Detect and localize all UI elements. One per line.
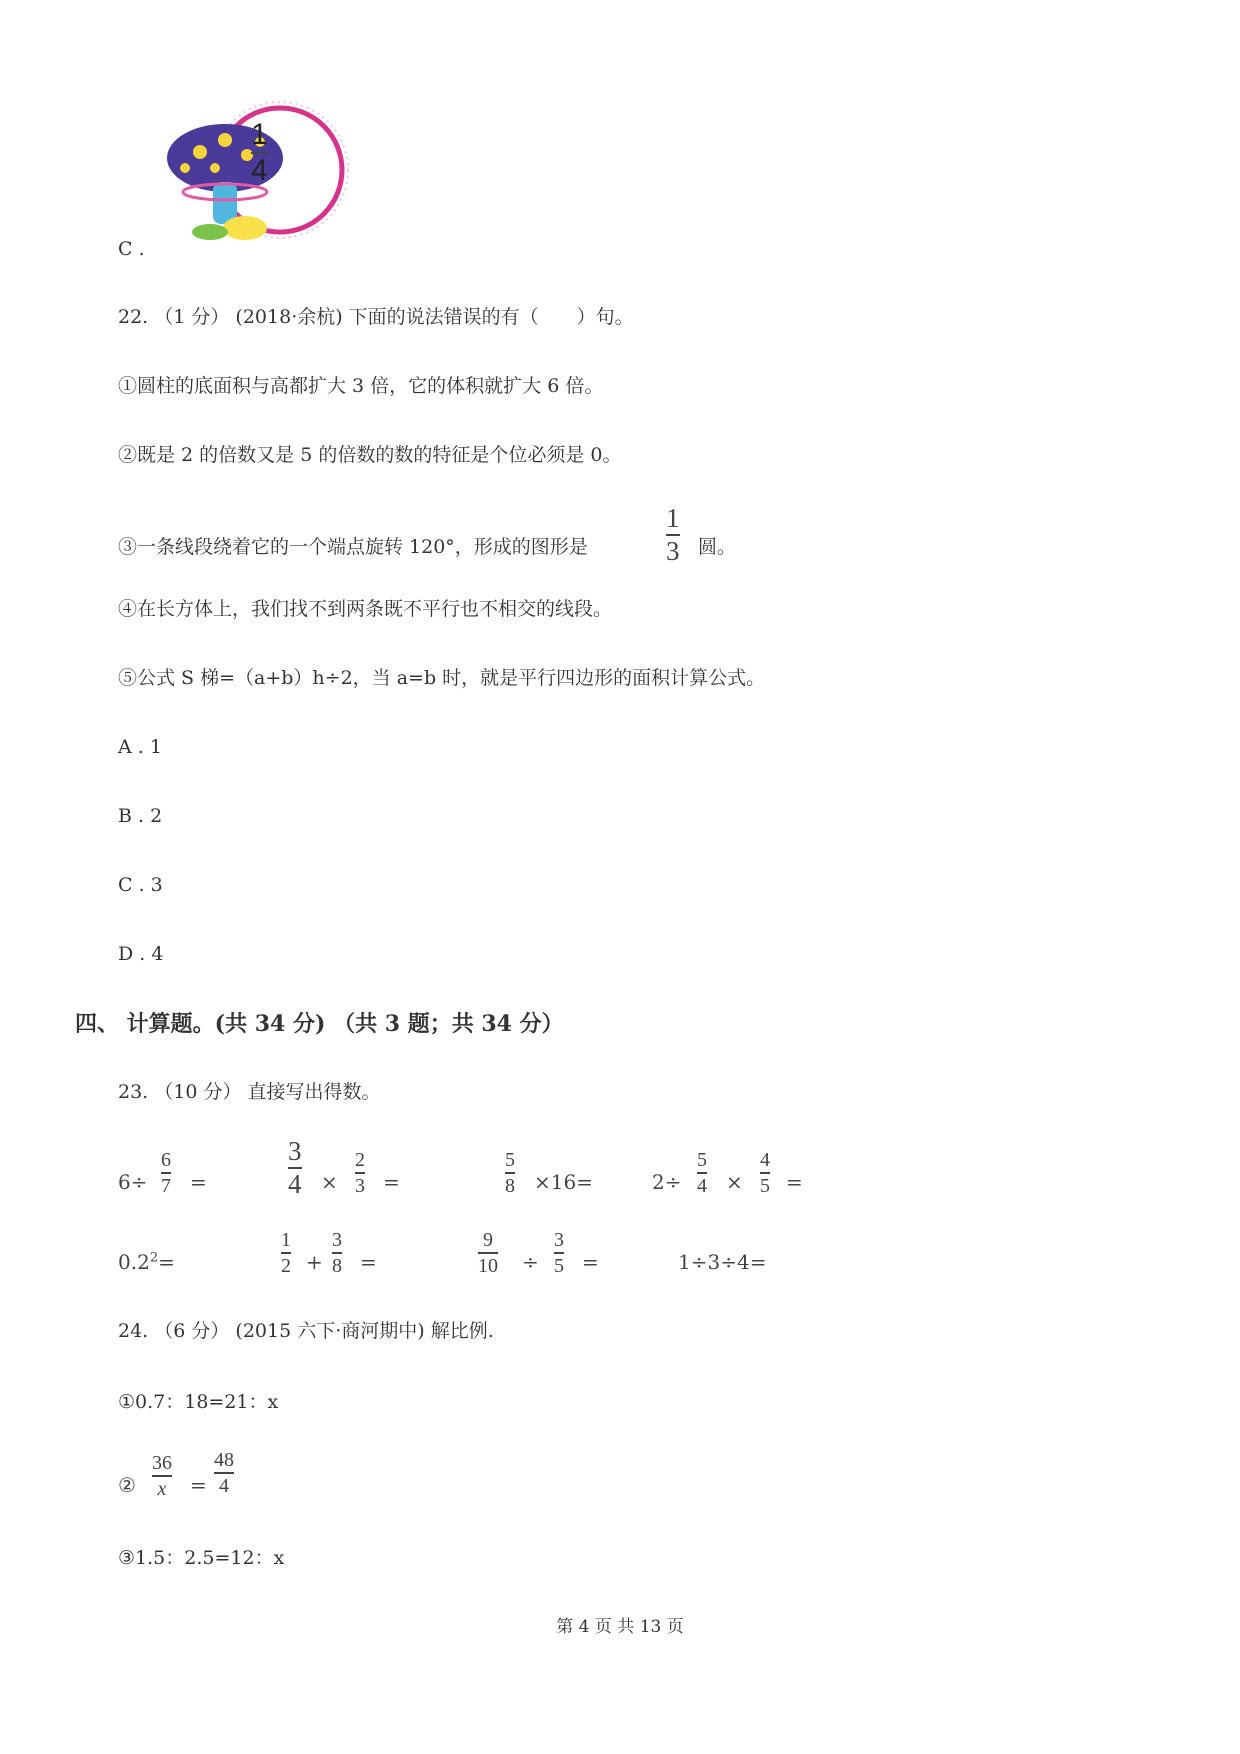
fraction-numerator: 3 (332, 1229, 342, 1251)
q23-e4-fraction-b (760, 1150, 770, 1196)
fraction-numerator: 36 (152, 1452, 172, 1474)
q24-problem-2-equals: = (190, 1473, 207, 1497)
fraction-bar (281, 1252, 291, 1254)
fraction-denominator: 4 (251, 154, 268, 187)
q23-header: 23. （10 分） 直接写出得数。 (118, 1081, 381, 1103)
q24-header: 24. （6 分） (2015 六下·商河期中) 解比例. (118, 1320, 494, 1342)
q23-e7-tail: = (582, 1250, 599, 1274)
q23-e2-fraction-b (355, 1150, 365, 1196)
q23-e1-lead: 6÷ (118, 1170, 148, 1194)
q22-statement-4: ④在长方体上，我们找不到两条既不平行也不相交的线段。 (118, 598, 613, 620)
q23-e6-tail: = (360, 1250, 377, 1274)
q22-statement-3-before: ③一条线段绕着它的一个端点旋转 120°，形成的图形是 (118, 536, 588, 558)
q23-e4-tail: = (786, 1170, 803, 1194)
q24-problem-3: ③1.5：2.5=12：x (118, 1547, 285, 1569)
q22-option-a[interactable]: A . 1 (118, 736, 162, 758)
fraction-denominator: 2 (281, 1255, 291, 1277)
q23-e4-op: × (726, 1170, 743, 1194)
q24-problem-2-fraction-b (214, 1450, 234, 1496)
fraction-denominator: 5 (760, 1175, 770, 1197)
fraction-denominator: 4 (288, 1169, 302, 1199)
mushroom-fraction (251, 120, 268, 186)
fraction-denominator: 5 (554, 1255, 564, 1277)
fraction-numerator: 2 (355, 1149, 365, 1171)
prev-option-c: C . (118, 238, 145, 260)
fraction-bar (554, 1252, 564, 1254)
fraction-bar (697, 1172, 707, 1174)
fraction-denominator: 4 (697, 1175, 707, 1197)
q23-e3-fraction (505, 1150, 515, 1196)
fraction-numerator: 48 (214, 1449, 234, 1471)
q24-problem-2-fraction-a (152, 1453, 172, 1499)
q23-e3-tail: ×16= (534, 1170, 593, 1194)
fraction-bar (214, 1472, 234, 1474)
fraction-numerator: 5 (505, 1149, 515, 1171)
fraction-denominator: 10 (478, 1255, 498, 1277)
fraction-bar (152, 1475, 172, 1477)
fraction-denominator: 8 (505, 1175, 515, 1197)
mushroom-illustration (165, 100, 365, 250)
fraction-denominator: 4 (219, 1475, 229, 1497)
q23-e2-tail: = (383, 1170, 400, 1194)
fraction-numerator: 3 (554, 1229, 564, 1251)
q23-e5 (118, 1250, 175, 1274)
q22-statement-1: ①圆柱的底面积与高都扩大 3 倍，它的体积就扩大 6 倍。 (118, 375, 604, 397)
q23-e5-tail: = (158, 1250, 175, 1274)
fraction-denominator: 7 (161, 1175, 171, 1197)
q23-e1-fraction (161, 1150, 171, 1196)
fraction-bar (760, 1172, 770, 1174)
q23-e2-fraction-a (288, 1138, 302, 1198)
q23-e5-base: 0.2 (118, 1250, 150, 1274)
fraction-bar (478, 1252, 498, 1254)
fraction-numerator: 3 (288, 1136, 302, 1166)
q23-e6-fraction-a (281, 1230, 291, 1276)
fraction-numerator: 4 (760, 1149, 770, 1171)
q24-problem-2-label: ② (118, 1473, 136, 1497)
q23-e8: 1÷3÷4= (678, 1250, 767, 1274)
fraction-numerator: 9 (483, 1229, 493, 1251)
q23-e5-exponent: 2 (149, 1250, 159, 1266)
q23-e4-fraction-a (697, 1150, 707, 1196)
page-footer: 第 4 页 共 13 页 (556, 1617, 684, 1637)
fraction-denominator: x (157, 1478, 167, 1500)
q22-statement-3-after: 圆。 (698, 536, 737, 558)
fraction-numerator: 1 (666, 503, 680, 533)
q23-e4-lead: 2÷ (652, 1170, 682, 1194)
fraction-bar (505, 1172, 515, 1174)
fraction-denominator: 8 (332, 1255, 342, 1277)
section-4-title: 四、 计算题。(共 34 分) （共 3 题；共 34 分） (75, 1011, 564, 1037)
q22-statement-2: ②既是 2 的倍数又是 5 的倍数的数的特征是个位必须是 0。 (118, 444, 622, 466)
fraction-bar (332, 1252, 342, 1254)
q23-e7-fraction-a (478, 1230, 498, 1276)
fraction-numerator: 1 (251, 118, 268, 151)
fraction-denominator: 3 (666, 536, 680, 566)
q23-e1-tail: = (190, 1170, 207, 1194)
fraction-numerator: 1 (281, 1229, 291, 1251)
q23-e7-op: ÷ (522, 1250, 539, 1274)
fraction-numerator: 6 (161, 1149, 171, 1171)
q22-option-c[interactable]: C . 3 (118, 874, 163, 896)
q23-e7-fraction-b (554, 1230, 564, 1276)
fraction-numerator: 5 (697, 1149, 707, 1171)
fraction-denominator: 3 (355, 1175, 365, 1197)
fraction-bar (355, 1172, 365, 1174)
q23-e2-op: × (321, 1170, 338, 1194)
q23-e6-op: + (306, 1250, 323, 1274)
fraction-bar (161, 1172, 171, 1174)
q24-problem-1: ①0.7：18=21：x (118, 1391, 279, 1413)
q22-option-b[interactable]: B . 2 (118, 805, 163, 827)
q23-e6-fraction-b (332, 1230, 342, 1276)
q22-statement-3-fraction (666, 505, 680, 565)
q22-header: 22. （1 分） (2018·余杭) 下面的说法错误的有（ ）句。 (118, 306, 634, 328)
q22-statement-5: ⑤公式 S 梯=（a+b）h÷2，当 a=b 时，就是平行四边形的面积计算公式。 (118, 667, 766, 689)
q22-option-d[interactable]: D . 4 (118, 943, 164, 965)
